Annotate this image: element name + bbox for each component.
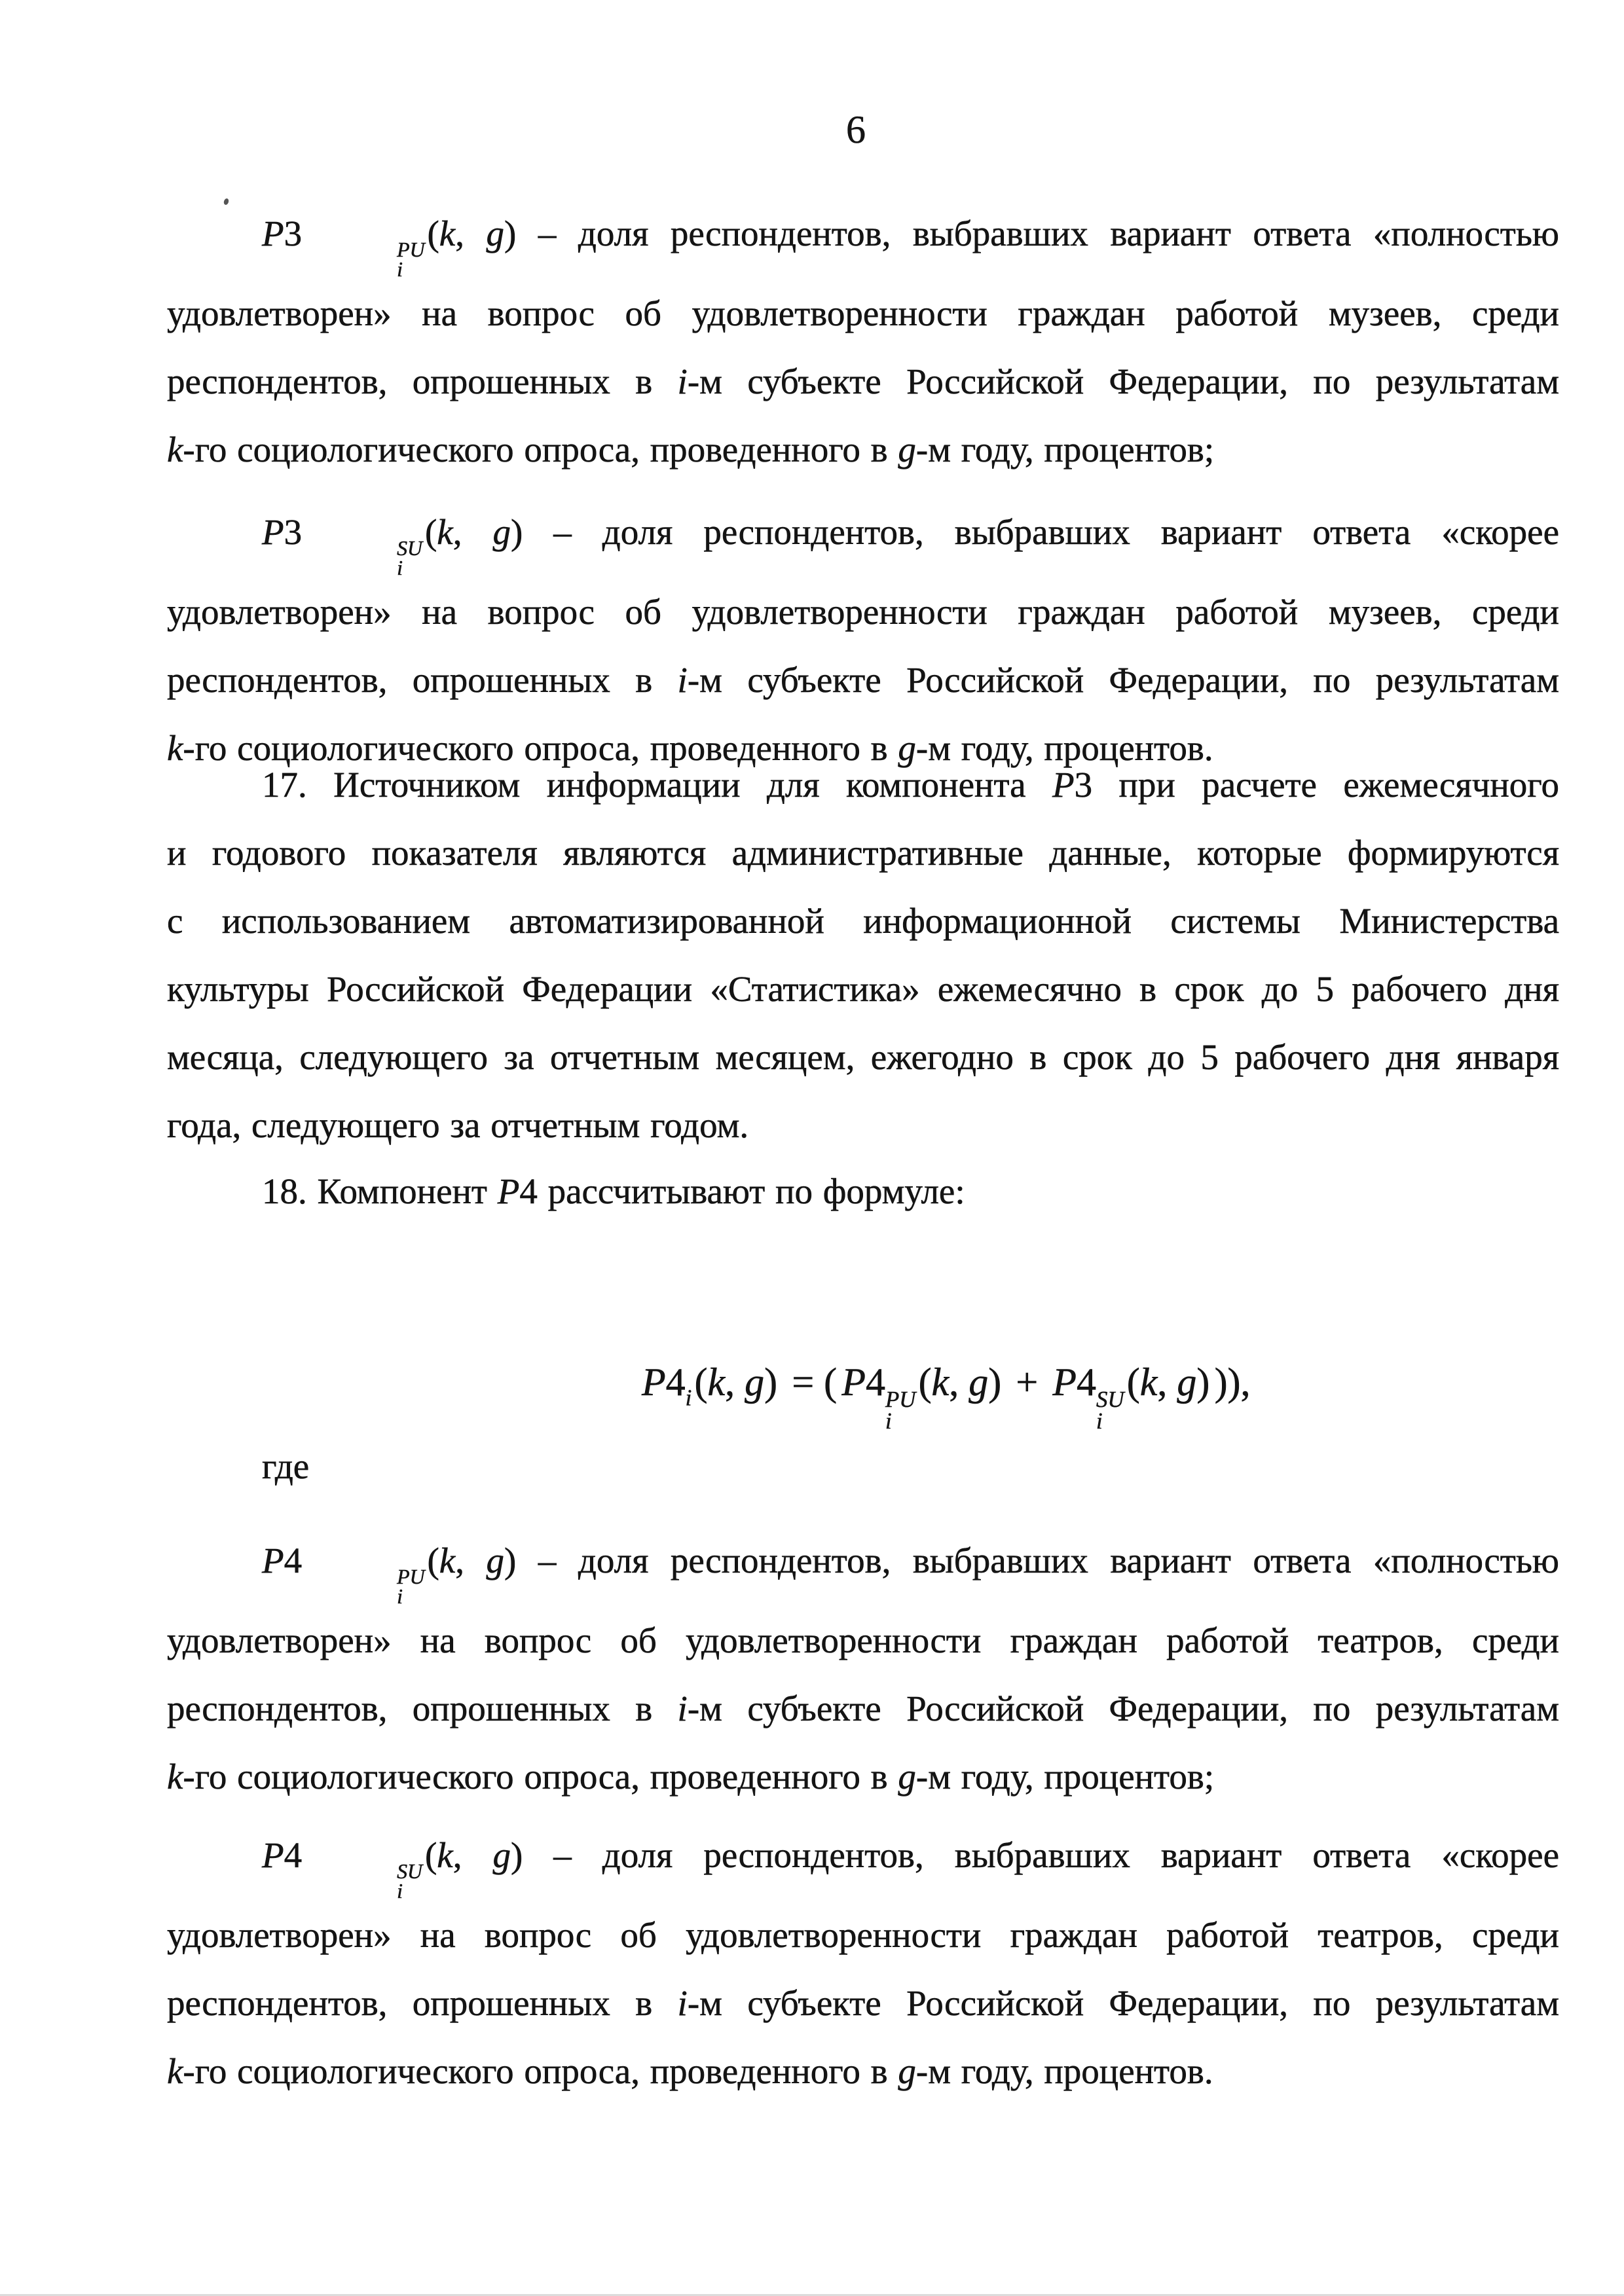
text-line: удовлетворен» на вопрос об удовлетворенности граждан работой театров, среди — [167, 1915, 1559, 1956]
text-line: k-го социологического опроса, проведенного в g-м году, процентов; — [167, 429, 1215, 470]
text-line: культуры Российской Федерации «Статистика» ежемесячно в срок до 5 рабочего дня — [167, 969, 1559, 1009]
text-line: k-го социологического опроса, проведенного в g-м году, процентов. — [167, 728, 1213, 769]
formula-p4-equation — [642, 1358, 1255, 1432]
formula-p4-pu: P4 PU i (k, g) — [262, 1540, 517, 1608]
text-line: удовлетворен» на вопрос об удовлетворенности граждан работой театров, среди — [167, 1620, 1559, 1661]
formula-p3-su: P3 SU i (k, g) — [262, 512, 523, 579]
text-line: и годового показателя являются административные данные, которые формируются — [167, 833, 1559, 873]
text-line: k-го социологического опроса, проведенного в g-м году, процентов. — [167, 2051, 1213, 2092]
operator: + — [1006, 1360, 1048, 1404]
text-line: месяца, следующего за отчетным месяцем, ежегодно в срок до 5 рабочего дня января — [167, 1037, 1559, 1077]
sup-sub-stack: SU i — [397, 536, 423, 579]
sup-sub-stack: PU i — [397, 238, 425, 281]
text-line: удовлетворен» на вопрос об удовлетворенности граждан работой музеев, среди — [167, 592, 1559, 632]
paragraph-17 — [167, 751, 1559, 1159]
formula-p4-pu: P4 PU i (k, g) — [841, 1360, 1002, 1434]
sup-sub-stack: SU i — [397, 1859, 423, 1903]
formula-p3-pu: P3 PU i (k, g) — [262, 213, 517, 281]
text-line: респондентов, опрошенных в i-м субъекте Российской Федерации, по результатам — [167, 361, 1559, 402]
text-line: P3 PU i (k, g) – доля респондентов, выбравших вариант ответа «полностью — [262, 213, 1560, 281]
text-line: респондентов, опрошенных в i-м субъекте Российской Федерации, по результатам — [167, 1688, 1559, 1729]
text-line: P3 SU i (k, g) – доля респондентов, выбравших вариант ответа «скорее — [262, 512, 1559, 579]
formula-p4-su: P4 SU i (k, g) — [1052, 1360, 1210, 1434]
subscript: i — [685, 1385, 692, 1411]
formula-p4-su: P4 SU i (k, g) — [262, 1835, 523, 1903]
text-line: k-го социологического опроса, проведенного в g-м году, процентов; — [167, 1757, 1215, 1797]
text-line: P4 SU i (k, g) – доля респондентов, выбравших вариант ответа «скорее — [262, 1835, 1559, 1903]
text-line: респондентов, опрошенных в i-м субъекте Российской Федерации, по результатам — [167, 1983, 1559, 2024]
definition-paragraph-p4-pu — [167, 1527, 1559, 1811]
sup-sub-stack: PU i — [397, 1565, 425, 1608]
page-number: 6 — [846, 108, 866, 151]
text-line: 17. Источником информации для компонента P3 при расчете ежемесячного — [262, 765, 1559, 805]
text-line: P4 PU i (k, g) – доля респондентов, выбравших вариант ответа «полностью — [262, 1540, 1560, 1608]
paragraph-18 — [167, 1157, 1559, 1226]
text-line: удовлетворен» на вопрос об удовлетворенности граждан работой музеев, среди — [167, 293, 1559, 334]
formula-p4: $P4_i(k$, g) — [642, 1360, 778, 1411]
text-line: года, следующего за отчетным годом. — [167, 1105, 749, 1145]
operator: )), — [1214, 1360, 1251, 1404]
definition-paragraph-p4-su — [167, 1821, 1559, 2105]
where-label: где — [262, 1446, 310, 1486]
operator: = ( — [782, 1360, 838, 1404]
sup-sub-stack: SU i — [1096, 1387, 1124, 1434]
sup-sub-stack: PU i — [885, 1387, 916, 1434]
definition-paragraph-p3-su — [167, 498, 1559, 782]
text-line: 18. Компонент P4 рассчитывают по формуле: — [262, 1171, 965, 1211]
definition-paragraph-p3-pu — [167, 200, 1559, 484]
text-line: с использованием автоматизированной информационной системы Министерства — [167, 901, 1559, 941]
text-line: респондентов, опрошенных в i-м субъекте Российской Федерации, по результатам — [167, 660, 1559, 701]
